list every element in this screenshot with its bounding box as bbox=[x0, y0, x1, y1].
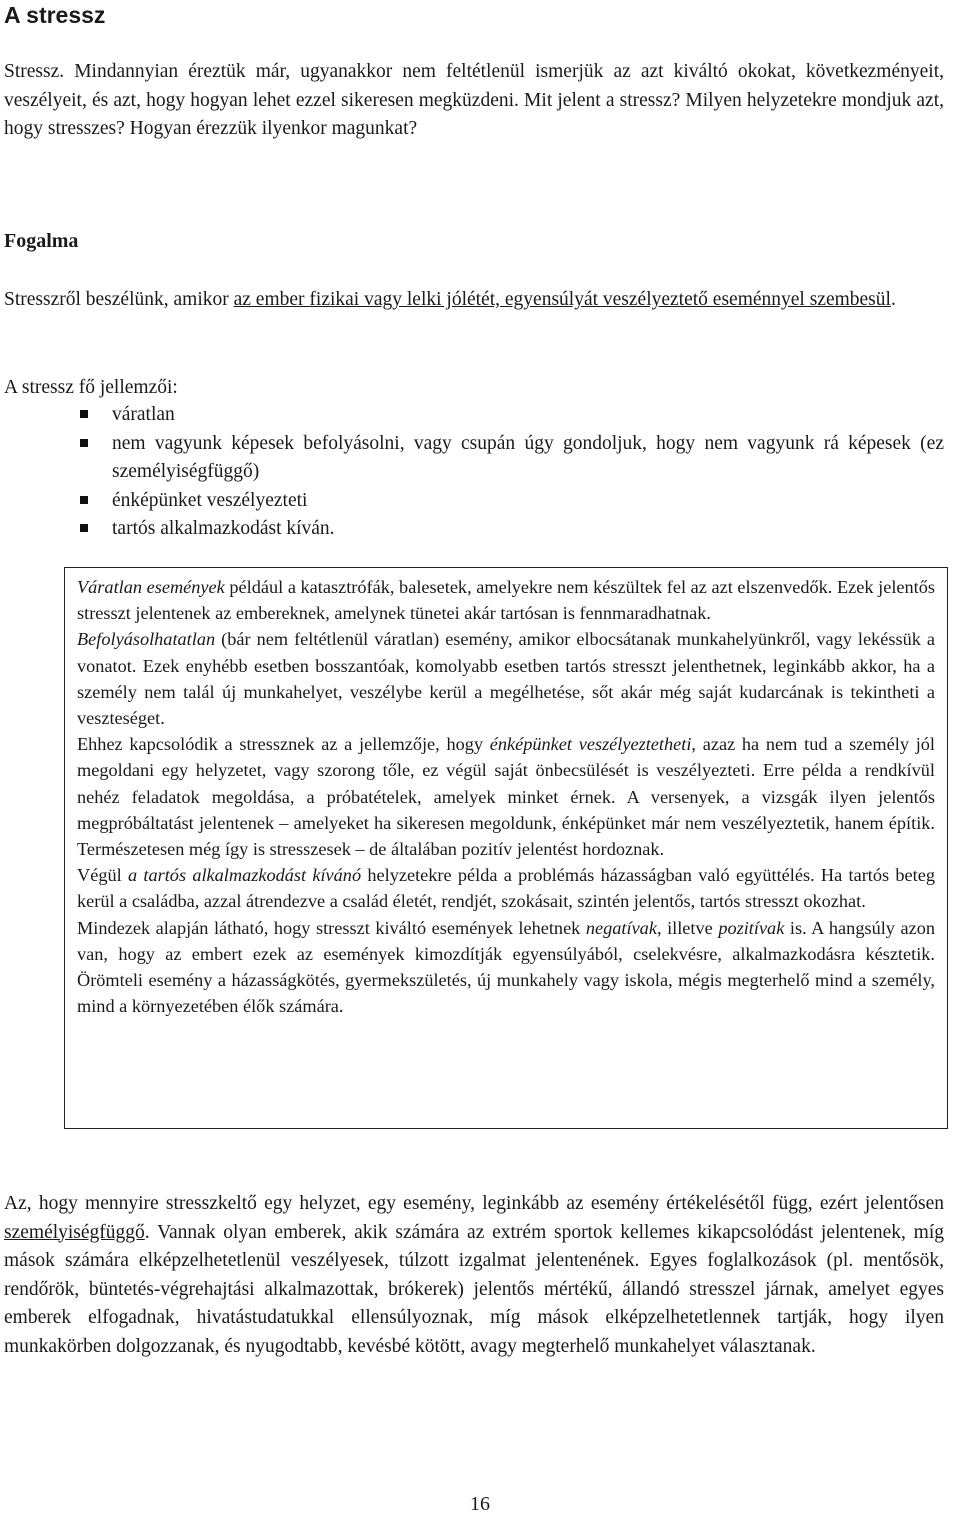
list-item: nem vagyunk képesek befolyásolni, vagy csupán úgy gondoljuk, hogy nem vagyunk rá képesek (ez személyiségfüggő) bbox=[4, 430, 944, 487]
box-paragraph: Befolyásolhatatlan (bár nem feltétlenül váratlan) esemény, amikor elbocsátanak munkahelyünkről, vagy lekéssük a vonatot. Ezek enyhébb esetben bosszantóak, komolyabb esetben tartós stresszt jelenthetnek, leginkább akkor, ha a személy nem talál új munkahelyet, veszélybe kerül a megélhetése, sőt akár még saját kudarcának is tekintheti a veszteséget. bbox=[77, 629, 935, 729]
features-list bbox=[4, 401, 944, 544]
closing-underlined: személyiségfüggő bbox=[4, 1221, 145, 1243]
box-paragraph: Végül a tartós alkalmazkodást kívánó helyzetekre példa a problémás házasságban való együttélés. Ha tartós beteg kerül a családba, azzal átrendezve a család életét, rendjét, szokásait, szintén jelentős, tartós stresszt okozhat. bbox=[77, 865, 936, 912]
intro-paragraph: Stressz. Mindannyian éreztük már, ugyanakkor nem feltétlenül ismerjük az azt kiváltó okokat, következményeit, veszélyeit, és azt, hogy hogyan lehet ezzel sikeresen megküzdeni. Mit jelent a stressz? Milyen helyzetekre mondjuk azt, hogy stresszes? Hogyan érezzük ilyenkor magunkat? bbox=[4, 61, 944, 139]
page-title: A stressz bbox=[4, 2, 106, 28]
definition-underlined: az ember fizikai vagy lelki jólétét, egyensúlyát veszélyeztető eseménnyel szembesül bbox=[233, 289, 891, 310]
section-heading: Fogalma bbox=[4, 230, 79, 252]
definition-lead: Stresszről beszélünk, amikor bbox=[4, 289, 234, 310]
features-title: A stressz fő jellemzői: bbox=[4, 377, 178, 398]
box-paragraph: Mindezek alapján látható, hogy stresszt kiváltó események lehetnek negatívak, illetve pozitívak is. A hangsúly azon van, hogy az embert ezek az események kimozdítják egyensúlyából, cselekvésre, alkalmazkodásra késztetik. Örömteli esemény a házasságkötés, gyermekszületés, új munkahely vagy iskola, mégis megterhelő mind a személy, mind a környezetében élők számára. bbox=[77, 917, 935, 1017]
definition-paragraph bbox=[4, 286, 944, 315]
list-item: tartós alkalmazkodást kíván. bbox=[4, 515, 944, 544]
definition-end: . bbox=[890, 289, 896, 310]
square-bullet-icon bbox=[80, 410, 88, 418]
square-bullet-icon bbox=[80, 496, 88, 504]
list-item: énképünket veszélyezteti bbox=[4, 487, 944, 516]
list-item: váratlan bbox=[4, 401, 944, 430]
page-number: 16 bbox=[470, 1493, 490, 1515]
closing-paragraph: Az, hogy mennyire stresszkeltő egy helyzet, egy esemény, leginkább az esemény értékelésétől függ, ezért jelentősen személyiségfüggő. Vannak olyan emberek, akik számára az extrém sportok kellemes kikapcsolódást jelentenek, míg mások számára elképzelhetetlenül veszélyesek, túlzott izgalmat jelentenének. Egyes foglalkozások (pl. mentősök, rendőrök, büntetés-végrehajtási alkalmazottak, brókerek) jelentős mértékű, állandó stresszel járnak, amelyet egyes emberek elfogadnak, hivatástudatukkal ellensúlyoznak, míg mások elképzelhetetlennek tartják, hogy ilyen munkakörben dolgozzanak, és nyugodtabb, kevésbé kötött, avagy megterhelő munkahelyet választanak. bbox=[4, 1193, 944, 1357]
square-bullet-icon bbox=[80, 524, 88, 532]
box-paragraph: Váratlan események például a katasztrófák, balesetek, amelyekre nem készültek fel az azt elszenvedők. Ezek jelentős stresszt jelentenek az embereknek, amelynek tünetei akár tartósan is fennmaradhatnak. bbox=[77, 577, 935, 624]
box-paragraph: Ehhez kapcsolódik a stressznek az a jellemzője, hogy énképünket veszélyeztetheti, azaz ha nem tud a személy jól megoldani egy helyzetet, vagy szorong tőle, ez végül saját önbecsülését is veszélyezteti. Erre példa a rendkívül nehéz feladatok megoldása, a próbatételek, amelyek minket érnek. A versenyek, a vizsgák ilyen jelentős megpróbáltatást jelentenek – amelyeket ha sikeresen megoldunk, énképünket már nem veszélyeztetik, hanem építik. Természetesen még így is stresszesek – de általában pozitív jelentést hordoznak. bbox=[77, 734, 936, 860]
examples-box bbox=[64, 567, 948, 1129]
square-bullet-icon bbox=[80, 439, 88, 447]
